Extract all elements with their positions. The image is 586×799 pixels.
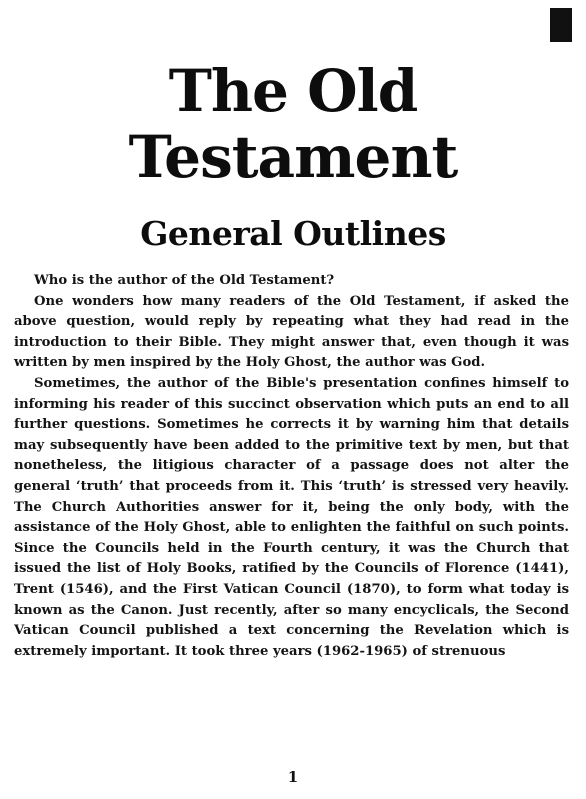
paragraph-2: One wonders how many readers of the Old Testament, if asked the above question, would reply by repeating what they had read in the introduction to their Bible. They might answer that, even though it was written by men inspired by the Holy Ghost, the author was God. [14, 293, 569, 371]
chapter-title [0, 58, 586, 190]
chapter-marker [550, 8, 572, 42]
paragraph-1: Who is the author of the Old Testament? [34, 273, 335, 288]
paragraph-3: Sometimes, the author of the Bible's presentation confines himself to informing his reader of this succinct observation which puts an end to all further questions. Sometimes he corrects it by warning him that details may subsequently have been added to the primitive text by men, but that nonetheless, the litigious character of a passage does not alter the general ‘truth’ that proceeds from it. This ‘truth’ is stressed very heavily. The Church Authorities answer for it, being the only body, with the assistance of the Holy Ghost, able to enlighten the faithful on such points. Since the Councils held in the Fourth century, it was the Church that issued the list of Holy Books, ratified by the Councils of Florence (1441), Trent (1546), and the First Vatican Council (1870), to form what today is known as the Canon. Just recently, after so many encyclicals, the Second Vatican Council published a text concerning the Revelation which is extremely important. It took three years (1962-1965) of strenuous [14, 375, 569, 659]
section-subtitle: General Outlines [140, 214, 446, 253]
chapter-title-line-1: The Old [168, 57, 418, 125]
chapter-title-line-2: Testament [128, 123, 458, 191]
body-text [14, 271, 569, 662]
page-number: 1 [287, 768, 299, 786]
